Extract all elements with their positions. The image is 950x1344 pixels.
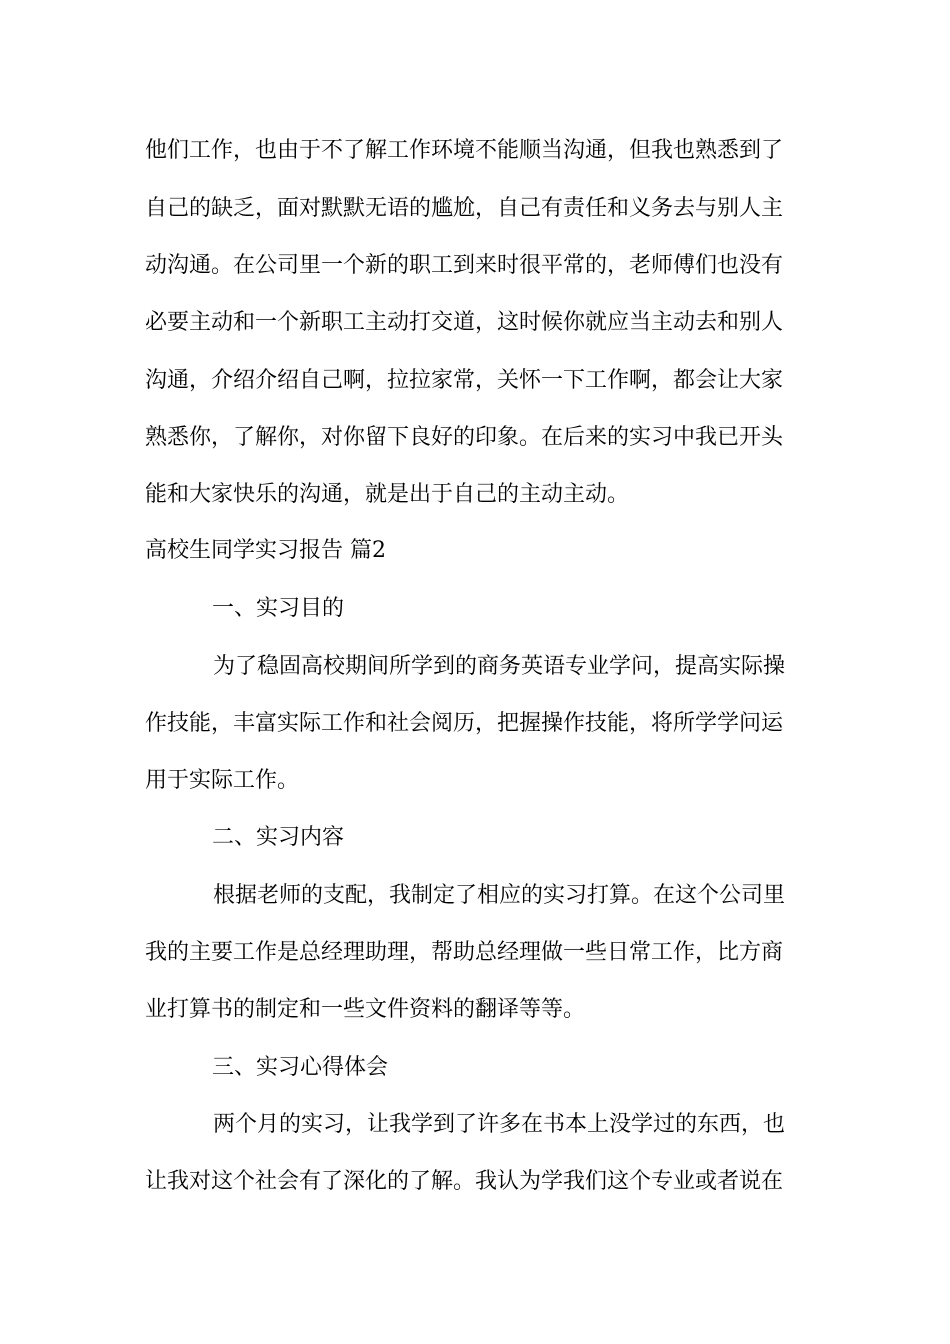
paragraph-line: 沟通，介绍介绍自己啊，拉拉家常，关怀一下工作啊，都会让大家 — [145, 368, 784, 393]
paragraph-line: 作技能，丰富实际工作和社会阅历，把握操作技能，将所学学问运 — [145, 711, 784, 736]
paragraph-line: 业打算书的制定和一些文件资料的翻译等等。 — [145, 997, 586, 1022]
section-heading: 二、实习内容 — [212, 825, 345, 850]
paragraph-line: 他们工作，也由于不了解工作环境不能顺当沟通，但我也熟悉到了 — [145, 138, 784, 163]
paragraph-line: 让我对这个社会有了深化的了解。我认为学我们这个专业或者说在 — [145, 1169, 784, 1194]
paragraph-line: 根据老师的支配，我制定了相应的实习打算。在这个公司里 — [213, 883, 786, 908]
paragraph-line: 必要主动和一个新职工主动打交道，这时候你就应当主动去和别人 — [145, 310, 784, 335]
document-title: 高校生同学实习报告 篇2 — [145, 538, 386, 563]
paragraph-line: 动沟通。在公司里一个新的职工到来时很平常的，老师傅们也没有 — [145, 253, 784, 278]
paragraph-line: 自己的缺乏，面对默默无语的尴尬，自己有责任和义务去与别人主 — [145, 196, 784, 221]
paragraph-line: 为了稳固高校期间所学到的商务英语专业学问，提高实际操 — [213, 654, 786, 679]
paragraph-line: 我的主要工作是总经理助理，帮助总经理做一些日常工作，比方商 — [145, 940, 784, 965]
section-heading: 一、实习目的 — [212, 596, 345, 621]
paragraph-line: 能和大家快乐的沟通，就是出于自己的主动主动。 — [145, 482, 630, 507]
paragraph-line: 两个月的实习，让我学到了许多在书本上没学过的东西，也 — [213, 1112, 786, 1137]
paragraph-line: 熟悉你，了解你，对你留下良好的印象。在后来的实习中我已开头 — [145, 425, 784, 450]
paragraph-line: 用于实际工作。 — [145, 768, 300, 793]
section-heading: 三、实习心得体会 — [212, 1055, 389, 1080]
